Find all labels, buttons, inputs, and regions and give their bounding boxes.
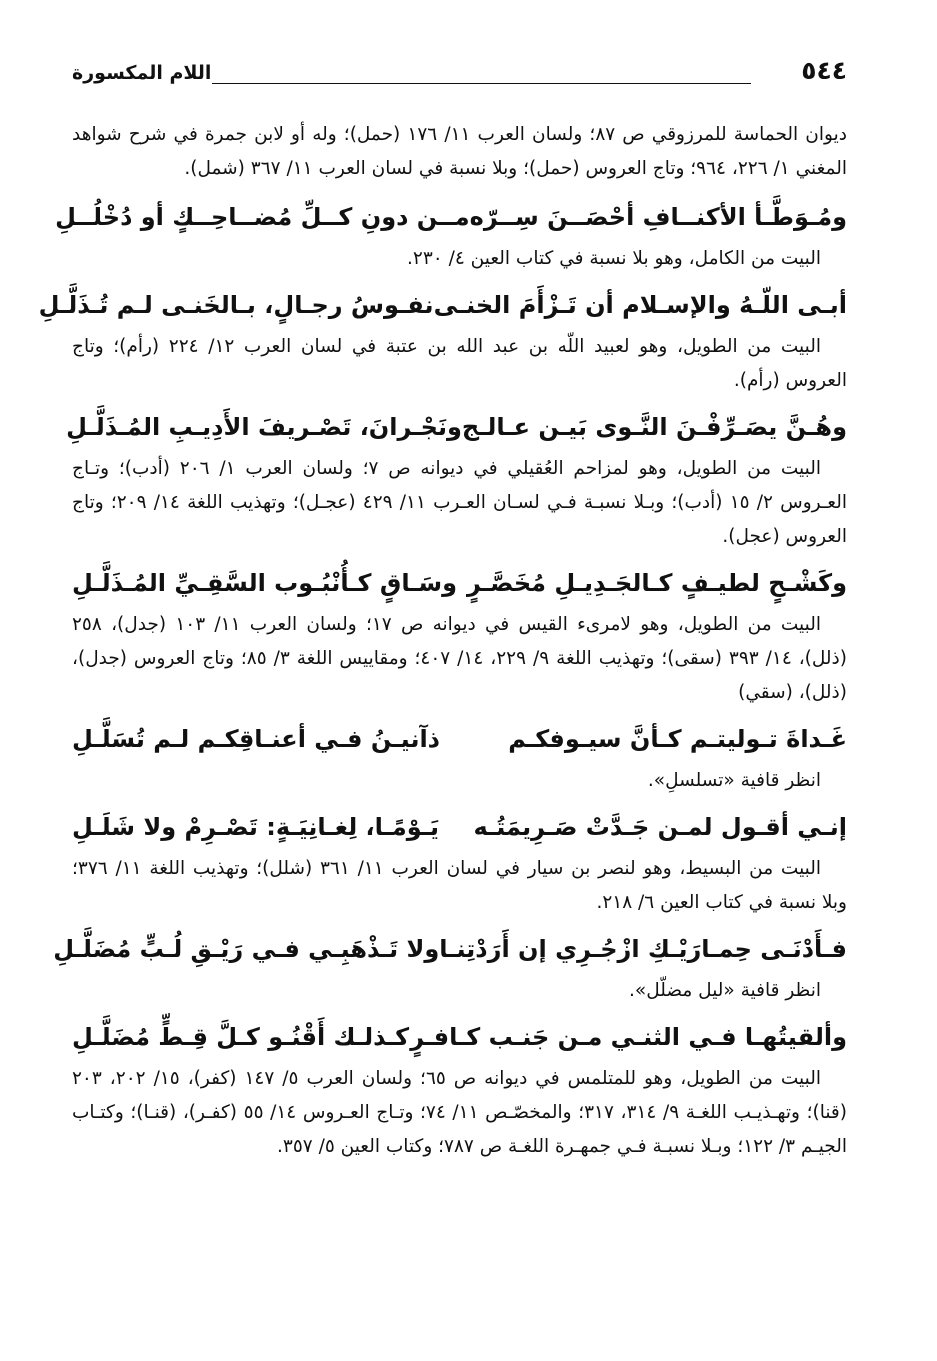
verse-3-first-hemistich: وهُـنَّ يصَـرِّفْـنَ النَّـوى بَيـن عـالـج xyxy=(461,413,847,441)
verse-6-first-hemistich: إنـي أقـول لمـن جَـدَّتْ صَـرِيمَتُـه xyxy=(473,813,847,841)
verse-4-note: البيت من الطويل، وهو لامرىء القيس في ديوانه ص ١٧؛ ولسان العرب ١١/ ١٠٣ (جدل)، ٢٥٨ (ذلل)، ١٤/ ٣٩٣ (سقى)؛ وتهذيب اللغة ٩/ ٢٢٩، ١٤/ ٤٠٧؛ ومقاييس اللغة ٣/ ٨٥؛ وتاج العروس (جدل)، (ذلل)، (سقي) xyxy=(72,614,847,703)
verse-7-second-hemistich: ولا تَـذْهَبِـي فـي رَيْـقِ لُـبٍّ مُضَلَّـلِ xyxy=(53,935,440,963)
verse-5-second-hemistich: ذآنيـنُ فـي أعنـاقِكـم لـم تُسَلَّـلِ xyxy=(72,725,440,753)
verse-2 xyxy=(38,282,847,328)
verse-4-second-hemistich: وسَـاقٍ كـأُنْبُـوب السَّقِـيِّ المُـذَلَّـلِ xyxy=(72,569,458,597)
verse-3-note: البيت من الطويل، وهو لمزاحم العُقيلي في ديوانه ص ٧؛ ولسان العرب ١/ ٢٠٦ (أدب)؛ وتـاج العـروس ٢/ ١٥ (أدب)؛ وبـلا نسبـة فـي لسـان العـرب ١١/ ٤٢٩ (عجـل)؛ وتهذيب اللغة ١٤/ ٢٠٩؛ وتاج العروس (عجل). xyxy=(72,458,847,547)
verse-3 xyxy=(66,404,847,450)
verse-6 xyxy=(72,804,847,850)
verse-5 xyxy=(72,716,847,762)
verse-8-second-hemistich: كـذلـك أَقْنُـو كـلَّ قِـطٍّ مُضَلَّـلِ xyxy=(72,1023,410,1051)
verse-8 xyxy=(72,1014,847,1060)
verse-7-first-hemistich: فـأَدْنَـى حِمـارَيْـكِ ازْجُـرِي إن أَرَدْتِنـا xyxy=(439,935,847,963)
verse-2-note: البيت من الطويل، وهو لعبيد اللّه بن عبد الله بن عتبة في لسان العرب ١٢/ ٢٢٤ (رأم)؛ وتاج العروس (رأم). xyxy=(72,336,847,391)
verse-3-second-hemistich: ونَجْـرانَ، تَصْـريفَ الأَدِيـبِ المُـذَلَّـلِ xyxy=(66,413,462,441)
verse-8-first-hemistich: وألقيتُهـا فـي الثنـي مـن جَنـب كـافـرٍ xyxy=(410,1023,847,1051)
verse-6-note: البيت من البسيط، وهو لنصر بن سيار في لسان العرب ١١/ ٣٦١ (شلل)؛ وتهذيب اللغة ١١/ ٣٧٦؛ وبلا نسبة في كتاب العين ٦/ ٢١٨. xyxy=(72,858,847,913)
verse-1-first-hemistich: ومُـوَطَّـأ الأكنــافِ أحْصَــنَ سِــرّه xyxy=(469,203,847,231)
running-title: اللام المكسورة xyxy=(72,62,212,84)
verse-1-second-hemistich: مــن دونِ كــلِّ مُضــاحِــكٍ أو دُخْلُــلِ xyxy=(55,203,470,231)
verse-2-first-hemistich: أبـى اللّـهُ والإسـلام أن تَـزْأَمَ الخنـى xyxy=(433,291,847,319)
verse-6-second-hemistich: يَـوْمًـا، لِغـانِيَـةٍ: تَصْـرِمْ ولا شَلَـلِ xyxy=(72,813,440,841)
page-content xyxy=(38,118,847,1170)
verse-4 xyxy=(72,560,847,606)
verse-1-note: البيت من الكامل، وهو بلا نسبة في كتاب العين ٤/ ٢٣٠. xyxy=(407,248,821,269)
header-rule xyxy=(212,83,751,84)
verse-7 xyxy=(53,926,847,972)
verse-4-first-hemistich: وكَشْـحٍ لطيـفٍ كـالجَـدِيـلِ مُخَصَّـرٍ xyxy=(467,569,847,597)
intro-citation: ديوان الحماسة للمرزوقي ص ٨٧؛ ولسان العرب ١١/ ١٧٦ (حمل)؛ وله أو لابن جمرة في شرح شواهد المغني ١/ ٢٢٦، ٩٦٤؛ وتاج العروس (حمل)؛ وبلا نسبة في لسان العرب ١١/ ٣٦٧ (شمل). xyxy=(72,124,847,179)
verse-5-first-hemistich: غَـداةَ تـوليتـم كـأنَّ سيـوفكـم xyxy=(508,725,847,753)
page-header xyxy=(72,56,847,92)
verse-2-second-hemistich: نفـوسُ رجـالٍ، بـالخَنـى لـم تُـذَلَّـلِ xyxy=(38,291,434,319)
verse-1 xyxy=(55,194,847,240)
page-number: ٥٤٤ xyxy=(801,56,847,85)
verse-8-note: البيت من الطويل، وهو للمتلمس في ديوانه ص ٦٥؛ ولسان العرب ٥/ ١٤٧ (كفر)، ١٥/ ٢٠٢، ٢٠٣ (قنا)؛ وتهـذيـب اللغـة ٩/ ٣١٤، ٣١٧؛ والمخصّـص ١١/ ٧٤؛ وتـاج العـروس ١٤/ ٥٥ (كفـر)، (قنـا)؛ وكتـاب الجيـم ٣/ ١٢٢؛ وبـلا نسبـة فـي جمهـرة اللغـة ص ٧٨٧؛ وكتاب العين ٥/ ٣٥٧. xyxy=(72,1068,847,1157)
verse-7-note: انظر قافية «ليل مضلّل». xyxy=(629,980,821,1001)
verse-5-note: انظر قافية «تسلسلِ». xyxy=(647,770,821,791)
